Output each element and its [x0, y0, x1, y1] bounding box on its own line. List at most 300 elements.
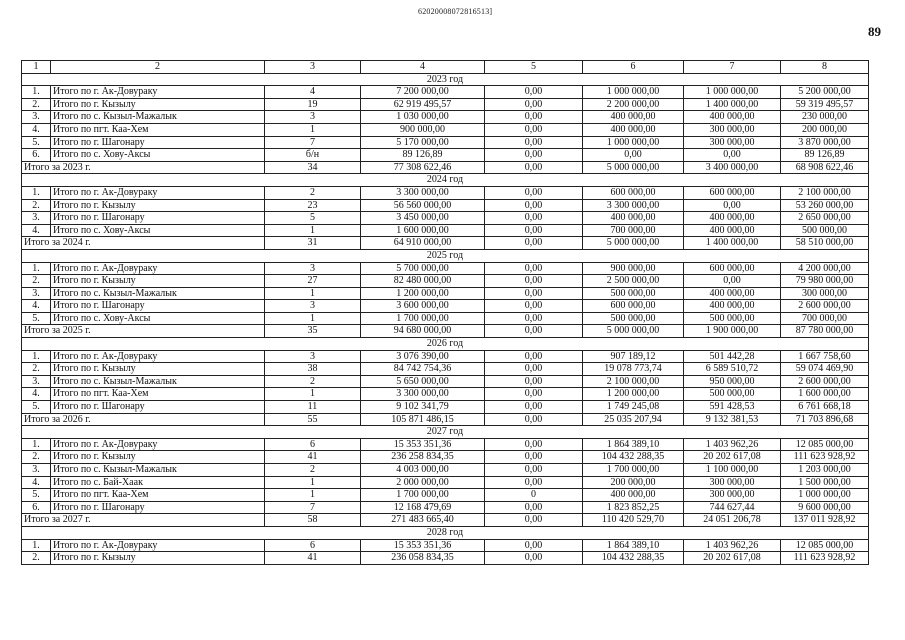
- row-name: Итого по г. Ак-Довураку: [51, 539, 265, 552]
- amount-col5: 0,00: [485, 501, 583, 514]
- count-cell: 41: [265, 451, 361, 464]
- amount-col7: 600 000,00: [684, 186, 781, 199]
- row-name: Итого по г. Кызылу: [51, 363, 265, 376]
- column-header-2: 2: [51, 61, 265, 74]
- amount-col8: 68 908 622,46: [781, 161, 869, 174]
- row-number: 4.: [22, 123, 51, 136]
- amount-col7: 400 000,00: [684, 224, 781, 237]
- amount-col8: 1 000 000,00: [781, 489, 869, 502]
- count-cell: 31: [265, 237, 361, 250]
- table-row: [22, 363, 869, 376]
- table-row: [22, 123, 869, 136]
- table-body: [22, 61, 869, 565]
- amount-col6: 0,00: [583, 149, 684, 162]
- row-number: 2.: [22, 552, 51, 565]
- count-cell: 4: [265, 86, 361, 99]
- amount-col6: 500 000,00: [583, 287, 684, 300]
- amount-col7: 400 000,00: [684, 111, 781, 124]
- amount-col7: 300 000,00: [684, 489, 781, 502]
- amount-col8: 200 000,00: [781, 123, 869, 136]
- amount-col6: 400 000,00: [583, 111, 684, 124]
- count-cell: 1: [265, 224, 361, 237]
- amount-col4: 56 560 000,00: [361, 199, 485, 212]
- amount-col5: 0,00: [485, 136, 583, 149]
- amount-col7: 400 000,00: [684, 300, 781, 313]
- count-cell: 1: [265, 388, 361, 401]
- amount-col7: 3 400 000,00: [684, 161, 781, 174]
- row-name: Итого по пгт. Каа-Хем: [51, 388, 265, 401]
- amount-col7: 300 000,00: [684, 123, 781, 136]
- row-number: 1.: [22, 539, 51, 552]
- year-header-row: [22, 249, 869, 262]
- amount-col7: 591 428,53: [684, 401, 781, 414]
- count-cell: 1: [265, 287, 361, 300]
- count-cell: 23: [265, 199, 361, 212]
- amount-col4: 82 480 000,00: [361, 275, 485, 288]
- amount-col6: 104 432 288,35: [583, 451, 684, 464]
- row-number: 4.: [22, 300, 51, 313]
- amount-col4: 3 450 000,00: [361, 212, 485, 225]
- row-name: Итого по г. Кызылу: [51, 552, 265, 565]
- row-number: 2.: [22, 275, 51, 288]
- amount-col6: 1 700 000,00: [583, 464, 684, 477]
- year-header-row: [22, 526, 869, 539]
- amount-col7: 500 000,00: [684, 312, 781, 325]
- amount-col4: 1 700 000,00: [361, 312, 485, 325]
- amount-col8: 2 100 000,00: [781, 186, 869, 199]
- amount-col4: 89 126,89: [361, 149, 485, 162]
- amount-col6: 1 000 000,00: [583, 136, 684, 149]
- column-header-5: 5: [485, 61, 583, 74]
- amount-col8: 9 600 000,00: [781, 501, 869, 514]
- column-header-8: 8: [781, 61, 869, 74]
- amount-col5: 0,00: [485, 375, 583, 388]
- amount-col5: 0,00: [485, 350, 583, 363]
- amount-col7: 20 202 617,08: [684, 552, 781, 565]
- table-row: [22, 199, 869, 212]
- row-name: Итого по г. Шагонару: [51, 401, 265, 414]
- document-id: 62020008072816513]: [418, 7, 493, 16]
- row-number: 5.: [22, 136, 51, 149]
- amount-col4: 15 353 351,36: [361, 539, 485, 552]
- amount-col7: 9 132 381,53: [684, 413, 781, 426]
- amount-col6: 1 864 389,10: [583, 438, 684, 451]
- table-row: [22, 275, 869, 288]
- amount-col5: 0,00: [485, 312, 583, 325]
- amount-col6: 110 420 529,70: [583, 514, 684, 527]
- row-name: Итого по с. Кызыл-Мажалык: [51, 375, 265, 388]
- amount-col6: 907 189,12: [583, 350, 684, 363]
- table-row: [22, 98, 869, 111]
- table-row: [22, 451, 869, 464]
- column-header-row: [22, 61, 869, 74]
- table-row: [22, 312, 869, 325]
- row-name: Итого по с. Бай-Хаак: [51, 476, 265, 489]
- amount-col5: 0,00: [485, 476, 583, 489]
- column-header-7: 7: [684, 61, 781, 74]
- amount-col8: 12 085 000,00: [781, 438, 869, 451]
- amount-col5: 0: [485, 489, 583, 502]
- amount-col7: 1 100 000,00: [684, 464, 781, 477]
- amount-col5: 0,00: [485, 237, 583, 250]
- amount-col4: 7 200 000,00: [361, 86, 485, 99]
- amount-col4: 1 700 000,00: [361, 489, 485, 502]
- amount-col6: 5 000 000,00: [583, 325, 684, 338]
- count-cell: 6: [265, 539, 361, 552]
- row-name: Итого по г. Ак-Довураку: [51, 86, 265, 99]
- amount-col8: 111 623 928,92: [781, 451, 869, 464]
- amount-col7: 0,00: [684, 199, 781, 212]
- table-row: [22, 401, 869, 414]
- row-number: 3.: [22, 287, 51, 300]
- table-row: [22, 136, 869, 149]
- total-row: [22, 237, 869, 250]
- amount-col6: 200 000,00: [583, 476, 684, 489]
- amount-col6: 19 078 773,74: [583, 363, 684, 376]
- amount-col6: 104 432 288,35: [583, 552, 684, 565]
- amount-col5: 0,00: [485, 199, 583, 212]
- amount-col6: 5 000 000,00: [583, 237, 684, 250]
- count-cell: 11: [265, 401, 361, 414]
- table-row: [22, 501, 869, 514]
- amount-col7: 744 627,44: [684, 501, 781, 514]
- amount-col7: 0,00: [684, 149, 781, 162]
- year-label: 2023 год: [22, 73, 869, 86]
- amount-col5: 0,00: [485, 552, 583, 565]
- amount-col8: 87 780 000,00: [781, 325, 869, 338]
- count-cell: 1: [265, 312, 361, 325]
- row-number: 1.: [22, 350, 51, 363]
- amount-col8: 6 761 668,18: [781, 401, 869, 414]
- amount-col8: 3 870 000,00: [781, 136, 869, 149]
- amount-col5: 0,00: [485, 413, 583, 426]
- row-number: 3.: [22, 212, 51, 225]
- amount-col6: 1 864 389,10: [583, 539, 684, 552]
- count-cell: 6: [265, 438, 361, 451]
- table-row: [22, 476, 869, 489]
- row-number: 5.: [22, 489, 51, 502]
- amount-col5: 0,00: [485, 363, 583, 376]
- table-row: [22, 300, 869, 313]
- amount-col5: 0,00: [485, 287, 583, 300]
- row-name: Итого по пгт. Каа-Хем: [51, 489, 265, 502]
- count-cell: б/н: [265, 149, 361, 162]
- amount-col5: 0,00: [485, 212, 583, 225]
- amount-col6: 5 000 000,00: [583, 161, 684, 174]
- amount-col4: 236 058 834,35: [361, 552, 485, 565]
- count-cell: 3: [265, 111, 361, 124]
- count-cell: 34: [265, 161, 361, 174]
- amount-col4: 5 700 000,00: [361, 262, 485, 275]
- total-label: Итого за 2023 г.: [22, 161, 265, 174]
- amount-col8: 12 085 000,00: [781, 539, 869, 552]
- count-cell: 55: [265, 413, 361, 426]
- amount-col6: 400 000,00: [583, 212, 684, 225]
- amount-col7: 501 442,28: [684, 350, 781, 363]
- table-row: [22, 350, 869, 363]
- amount-col8: 2 600 000,00: [781, 375, 869, 388]
- row-number: 1.: [22, 262, 51, 275]
- row-name: Итого по с. Хову-Аксы: [51, 312, 265, 325]
- amount-col4: 1 030 000,00: [361, 111, 485, 124]
- table-row: [22, 464, 869, 477]
- amount-col4: 3 300 000,00: [361, 186, 485, 199]
- row-number: 4.: [22, 224, 51, 237]
- row-number: 2.: [22, 451, 51, 464]
- amount-col8: 59 074 469,90: [781, 363, 869, 376]
- year-header-row: [22, 174, 869, 187]
- row-name: Итого по г. Шагонару: [51, 300, 265, 313]
- count-cell: 1: [265, 476, 361, 489]
- total-label: Итого за 2027 г.: [22, 514, 265, 527]
- amount-col5: 0,00: [485, 262, 583, 275]
- total-row: [22, 413, 869, 426]
- amount-col8: 1 203 000,00: [781, 464, 869, 477]
- row-number: 4.: [22, 388, 51, 401]
- amount-col6: 2 500 000,00: [583, 275, 684, 288]
- row-name: Итого по с. Кызыл-Мажалык: [51, 464, 265, 477]
- row-name: Итого по г. Ак-Довураку: [51, 350, 265, 363]
- year-label: 2028 год: [22, 526, 869, 539]
- amount-col8: 2 650 000,00: [781, 212, 869, 225]
- row-name: Итого по с. Кызыл-Мажалык: [51, 111, 265, 124]
- amount-col6: 2 100 000,00: [583, 375, 684, 388]
- amount-col7: 20 202 617,08: [684, 451, 781, 464]
- amount-col8: 111 623 928,92: [781, 552, 869, 565]
- amount-col8: 2 600 000,00: [781, 300, 869, 313]
- column-header-6: 6: [583, 61, 684, 74]
- table-row: [22, 375, 869, 388]
- amount-col4: 105 871 486,15: [361, 413, 485, 426]
- amount-col8: 300 000,00: [781, 287, 869, 300]
- year-label: 2024 год: [22, 174, 869, 187]
- count-cell: 3: [265, 350, 361, 363]
- amount-col5: 0,00: [485, 98, 583, 111]
- table-row: [22, 438, 869, 451]
- row-number: 1.: [22, 186, 51, 199]
- total-label: Итого за 2025 г.: [22, 325, 265, 338]
- column-header-1: 1: [22, 61, 51, 74]
- amount-col4: 77 308 622,46: [361, 161, 485, 174]
- amount-col7: 300 000,00: [684, 476, 781, 489]
- amount-col8: 59 319 495,57: [781, 98, 869, 111]
- amount-col8: 4 200 000,00: [781, 262, 869, 275]
- amount-col5: 0,00: [485, 401, 583, 414]
- budget-table: [21, 60, 869, 565]
- amount-col5: 0,00: [485, 275, 583, 288]
- row-name: Итого по г. Ак-Довураку: [51, 262, 265, 275]
- amount-col5: 0,00: [485, 300, 583, 313]
- amount-col4: 236 258 834,35: [361, 451, 485, 464]
- amount-col8: 1 500 000,00: [781, 476, 869, 489]
- amount-col5: 0,00: [485, 388, 583, 401]
- row-name: Итого по с. Хову-Аксы: [51, 149, 265, 162]
- amount-col5: 0,00: [485, 325, 583, 338]
- table-row: [22, 149, 869, 162]
- table-row: [22, 287, 869, 300]
- amount-col4: 15 353 351,36: [361, 438, 485, 451]
- count-cell: 3: [265, 262, 361, 275]
- amount-col5: 0,00: [485, 149, 583, 162]
- year-header-row: [22, 338, 869, 351]
- row-name: Итого по г. Шагонару: [51, 501, 265, 514]
- amount-col7: 1 000 000,00: [684, 86, 781, 99]
- count-cell: 7: [265, 501, 361, 514]
- page-number: 89: [868, 24, 881, 39]
- amount-col4: 64 910 000,00: [361, 237, 485, 250]
- row-name: Итого по с. Хову-Аксы: [51, 224, 265, 237]
- amount-col6: 1 749 245,08: [583, 401, 684, 414]
- row-name: Итого по с. Кызыл-Мажалык: [51, 287, 265, 300]
- amount-col7: 6 589 510,72: [684, 363, 781, 376]
- amount-col8: 89 126,89: [781, 149, 869, 162]
- column-header-4: 4: [361, 61, 485, 74]
- amount-col7: 400 000,00: [684, 212, 781, 225]
- amount-col5: 0,00: [485, 451, 583, 464]
- count-cell: 3: [265, 300, 361, 313]
- row-number: 2.: [22, 199, 51, 212]
- row-name: Итого по г. Кызылу: [51, 98, 265, 111]
- year-label: 2025 год: [22, 249, 869, 262]
- amount-col7: 600 000,00: [684, 262, 781, 275]
- amount-col8: 700 000,00: [781, 312, 869, 325]
- count-cell: 2: [265, 186, 361, 199]
- row-number: 4.: [22, 476, 51, 489]
- amount-col4: 2 000 000,00: [361, 476, 485, 489]
- year-header-row: [22, 73, 869, 86]
- amount-col6: 500 000,00: [583, 312, 684, 325]
- amount-col4: 5 170 000,00: [361, 136, 485, 149]
- row-number: 6.: [22, 501, 51, 514]
- count-cell: 35: [265, 325, 361, 338]
- row-name: Итого по г. Шагонару: [51, 212, 265, 225]
- amount-col7: 1 400 000,00: [684, 98, 781, 111]
- amount-col5: 0,00: [485, 123, 583, 136]
- amount-col4: 271 483 665,40: [361, 514, 485, 527]
- amount-col4: 1 600 000,00: [361, 224, 485, 237]
- amount-col5: 0,00: [485, 539, 583, 552]
- table-row: [22, 224, 869, 237]
- count-cell: 1: [265, 123, 361, 136]
- amount-col5: 0,00: [485, 186, 583, 199]
- amount-col6: 25 035 207,94: [583, 413, 684, 426]
- amount-col5: 0,00: [485, 111, 583, 124]
- amount-col6: 600 000,00: [583, 186, 684, 199]
- row-name: Итого по г. Шагонару: [51, 136, 265, 149]
- amount-col6: 1 200 000,00: [583, 388, 684, 401]
- row-name: Итого по г. Ак-Довураку: [51, 186, 265, 199]
- row-number: 3.: [22, 375, 51, 388]
- amount-col7: 300 000,00: [684, 136, 781, 149]
- count-cell: 5: [265, 212, 361, 225]
- amount-col4: 94 680 000,00: [361, 325, 485, 338]
- year-header-row: [22, 426, 869, 439]
- amount-col6: 2 200 000,00: [583, 98, 684, 111]
- amount-col4: 3 076 390,00: [361, 350, 485, 363]
- count-cell: 27: [265, 275, 361, 288]
- amount-col4: 9 102 341,79: [361, 401, 485, 414]
- amount-col8: 1 600 000,00: [781, 388, 869, 401]
- amount-col5: 0,00: [485, 86, 583, 99]
- amount-col4: 62 919 495,57: [361, 98, 485, 111]
- amount-col8: 230 000,00: [781, 111, 869, 124]
- total-row: [22, 514, 869, 527]
- column-header-3: 3: [265, 61, 361, 74]
- amount-col7: 400 000,00: [684, 287, 781, 300]
- amount-col8: 5 200 000,00: [781, 86, 869, 99]
- amount-col4: 84 742 754,36: [361, 363, 485, 376]
- count-cell: 2: [265, 375, 361, 388]
- amount-col4: 3 300 000,00: [361, 388, 485, 401]
- count-cell: 19: [265, 98, 361, 111]
- amount-col5: 0,00: [485, 438, 583, 451]
- row-number: 2.: [22, 98, 51, 111]
- amount-col7: 950 000,00: [684, 375, 781, 388]
- amount-col4: 900 000,00: [361, 123, 485, 136]
- amount-col6: 3 300 000,00: [583, 199, 684, 212]
- total-label: Итого за 2024 г.: [22, 237, 265, 250]
- table-row: [22, 552, 869, 565]
- table-row: [22, 186, 869, 199]
- amount-col5: 0,00: [485, 514, 583, 527]
- table-row: [22, 388, 869, 401]
- row-number: 3.: [22, 111, 51, 124]
- count-cell: 58: [265, 514, 361, 527]
- table-row: [22, 489, 869, 502]
- amount-col8: 53 260 000,00: [781, 199, 869, 212]
- amount-col6: 400 000,00: [583, 123, 684, 136]
- amount-col8: 58 510 000,00: [781, 237, 869, 250]
- amount-col8: 71 703 896,68: [781, 413, 869, 426]
- total-row: [22, 325, 869, 338]
- amount-col7: 1 403 962,26: [684, 539, 781, 552]
- amount-col4: 12 168 479,69: [361, 501, 485, 514]
- amount-col5: 0,00: [485, 224, 583, 237]
- row-number: 1.: [22, 86, 51, 99]
- amount-col8: 500 000,00: [781, 224, 869, 237]
- amount-col7: 24 051 206,78: [684, 514, 781, 527]
- table-row: [22, 262, 869, 275]
- amount-col4: 1 200 000,00: [361, 287, 485, 300]
- amount-col7: 1 403 962,26: [684, 438, 781, 451]
- total-label: Итого за 2026 г.: [22, 413, 265, 426]
- row-name: Итого по пгт. Каа-Хем: [51, 123, 265, 136]
- row-name: Итого по г. Кызылу: [51, 199, 265, 212]
- year-label: 2026 год: [22, 338, 869, 351]
- amount-col5: 0,00: [485, 464, 583, 477]
- amount-col8: 79 980 000,00: [781, 275, 869, 288]
- row-name: Итого по г. Кызылу: [51, 275, 265, 288]
- row-name: Итого по г. Ак-Довураку: [51, 438, 265, 451]
- amount-col4: 5 650 000,00: [361, 375, 485, 388]
- amount-col6: 400 000,00: [583, 489, 684, 502]
- amount-col8: 137 011 928,92: [781, 514, 869, 527]
- count-cell: 2: [265, 464, 361, 477]
- row-number: 1.: [22, 438, 51, 451]
- row-name: Итого по г. Кызылу: [51, 451, 265, 464]
- table-row: [22, 212, 869, 225]
- amount-col6: 700 000,00: [583, 224, 684, 237]
- amount-col4: 4 003 000,00: [361, 464, 485, 477]
- amount-col6: 900 000,00: [583, 262, 684, 275]
- count-cell: 41: [265, 552, 361, 565]
- amount-col6: 1 823 852,25: [583, 501, 684, 514]
- amount-col8: 1 667 758,60: [781, 350, 869, 363]
- total-row: [22, 161, 869, 174]
- amount-col6: 1 000 000,00: [583, 86, 684, 99]
- row-number: 5.: [22, 312, 51, 325]
- amount-col6: 600 000,00: [583, 300, 684, 313]
